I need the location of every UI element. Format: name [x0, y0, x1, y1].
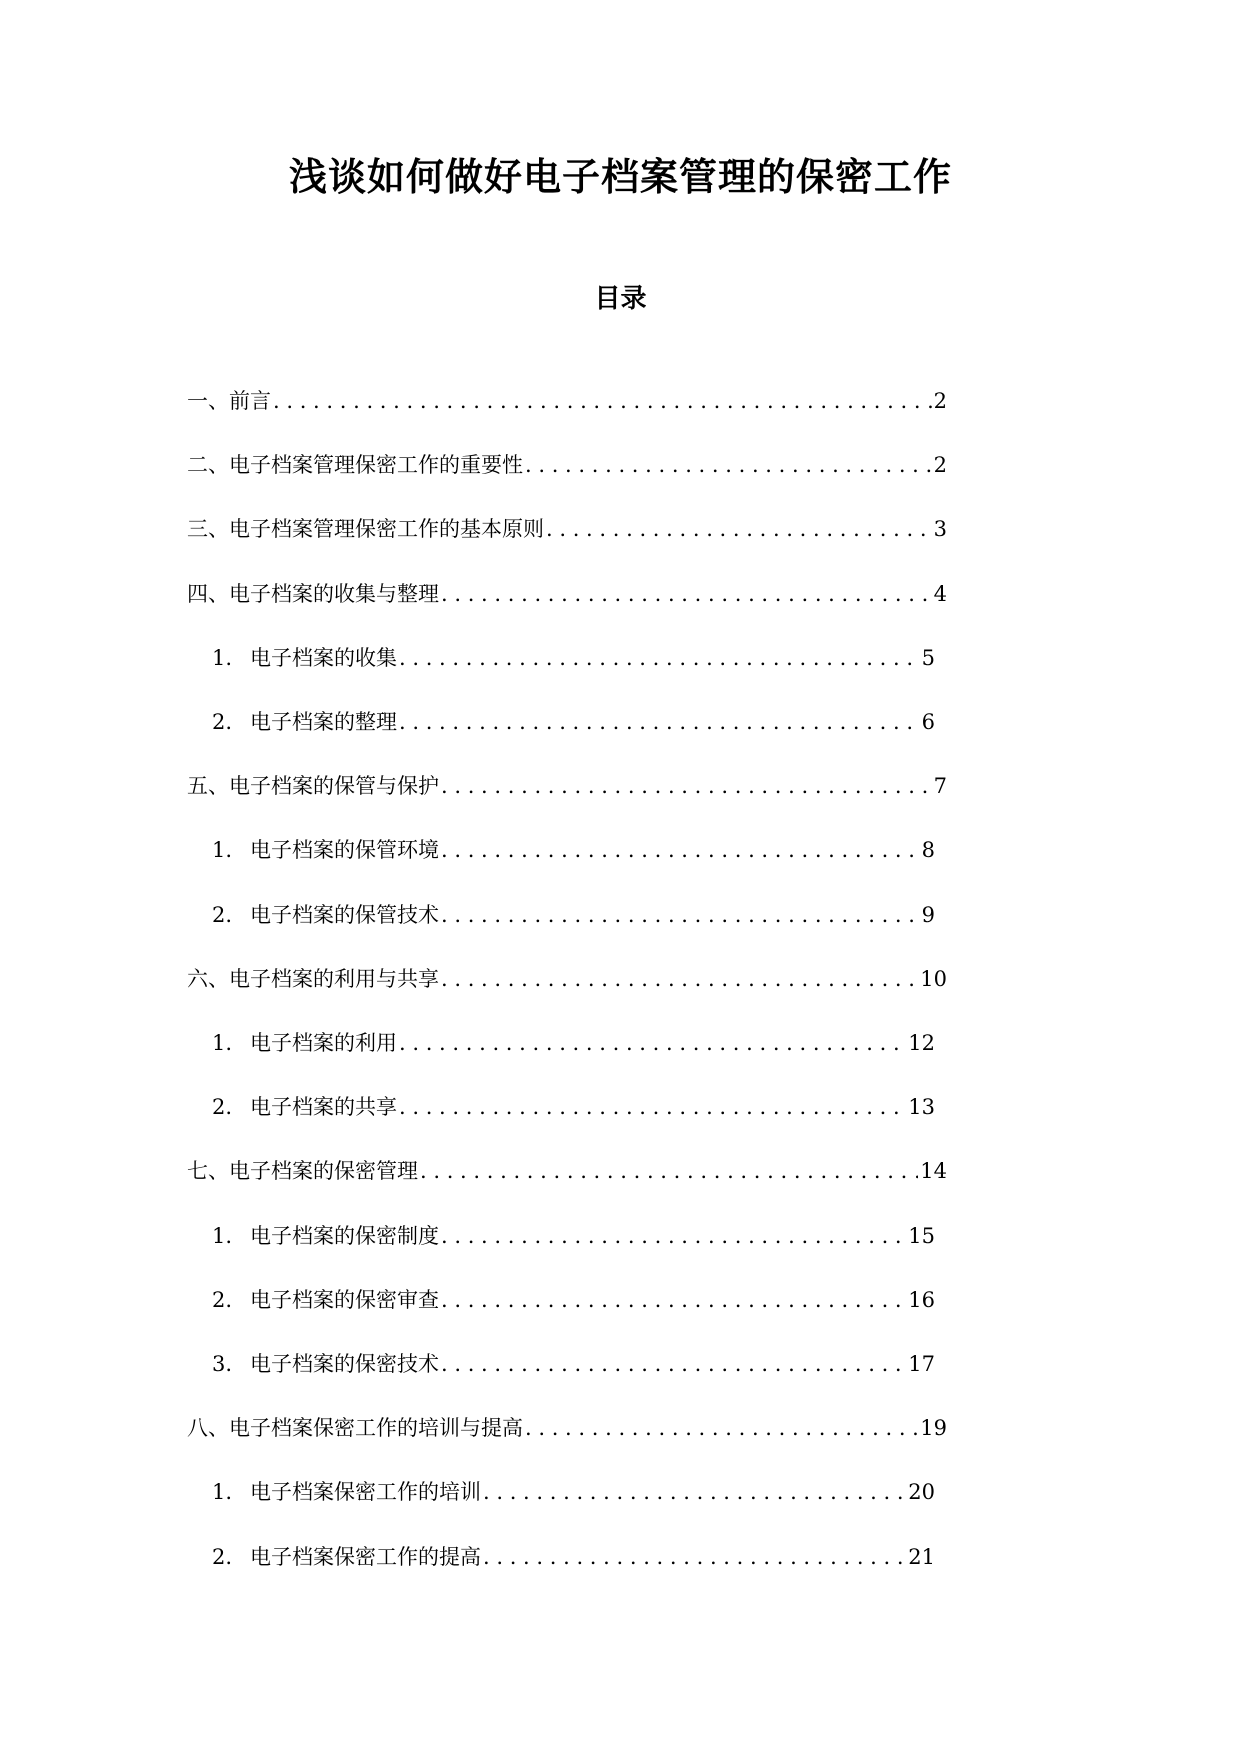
toc-entry[interactable]	[212, 638, 935, 678]
toc-dot-leader	[399, 1087, 906, 1127]
toc-entry[interactable]	[187, 1151, 947, 1191]
toc-entry-number: 2.	[212, 710, 233, 734]
toc-entry-label: 电子档案的保密审查	[250, 1287, 439, 1312]
toc-dot-leader	[483, 1472, 906, 1512]
toc-entry-number: 1.	[212, 645, 233, 670]
toc-entry-label: 七、电子档案的保密管理	[187, 1159, 418, 1184]
toc-entry[interactable]	[212, 1087, 935, 1127]
toc-entry-page-number: 8	[921, 838, 935, 863]
toc-dot-leader	[273, 381, 932, 421]
toc-dot-leader	[399, 1023, 906, 1063]
toc-entry[interactable]	[212, 1216, 935, 1256]
toc-entry-label: 电子档案的收集	[250, 645, 397, 670]
toc-entry[interactable]	[187, 1408, 947, 1448]
toc-entry-page-number: 20	[908, 1480, 935, 1505]
toc-entry[interactable]	[212, 895, 935, 935]
toc-entry-number: 2.	[212, 1095, 233, 1120]
document-title: 浅谈如何做好电子档案管理的保密工作	[288, 154, 952, 199]
toc-entry[interactable]	[187, 574, 947, 614]
toc-entry-page-number: 16	[908, 1287, 935, 1312]
toc-dot-leader	[441, 895, 920, 935]
toc-entry-page-number: 17	[908, 1352, 935, 1376]
toc-dot-leader	[441, 766, 932, 806]
toc-entry[interactable]	[212, 702, 935, 742]
toc-entry-page-number: 12	[908, 1031, 935, 1055]
toc-entry-page-number: 9	[921, 902, 935, 927]
toc-entry-page-number: 4	[933, 581, 947, 606]
toc-entry-number: 3.	[212, 1352, 233, 1376]
toc-dot-leader	[399, 702, 920, 742]
toc-entry-label: 电子档案的保管技术	[250, 902, 439, 927]
toc-dot-leader	[483, 1537, 906, 1577]
toc-entry[interactable]	[187, 959, 947, 999]
toc-entry-label: 电子档案的保密制度	[250, 1223, 439, 1248]
toc-entry[interactable]	[212, 1344, 935, 1384]
toc-entry-label: 三、电子档案管理保密工作的基本原则	[187, 517, 544, 542]
toc-entry-page-number: 3	[933, 517, 947, 542]
toc-entry-number: 1.	[212, 1031, 233, 1055]
toc-heading: 目录	[594, 284, 647, 314]
toc-entry[interactable]	[212, 1280, 935, 1320]
toc-entry-page-number: 14	[920, 1159, 947, 1184]
toc-entry-number: 2.	[212, 1287, 233, 1312]
toc-entry-label: 电子档案的整理	[250, 710, 397, 734]
toc-entry-label: 电子档案的利用	[250, 1031, 397, 1055]
toc-entry-label: 五、电子档案的保管与保护	[187, 774, 439, 799]
toc-dot-leader	[525, 1408, 918, 1448]
toc-entry-label: 电子档案的保密技术	[250, 1352, 439, 1376]
toc-entry-page-number: 6	[921, 710, 935, 734]
toc-entry[interactable]	[212, 1472, 935, 1512]
toc-dot-leader	[525, 445, 932, 485]
toc-entry-page-number: 13	[908, 1095, 935, 1120]
toc-dot-leader	[420, 1151, 918, 1191]
toc-entry-page-number: 7	[933, 774, 947, 799]
toc-entry[interactable]	[212, 1023, 935, 1063]
toc-entry-label: 一、前言	[187, 389, 271, 413]
toc-dot-leader	[399, 638, 920, 678]
toc-entry-label: 电子档案的保管环境	[250, 838, 439, 863]
toc-entry[interactable]	[187, 445, 947, 485]
toc-entry-label: 电子档案保密工作的提高	[250, 1544, 481, 1569]
toc-entry-label: 电子档案保密工作的培训	[250, 1480, 481, 1505]
toc-entry-label: 二、电子档案管理保密工作的重要性	[187, 453, 523, 478]
toc-entry[interactable]	[187, 509, 947, 549]
toc-dot-leader	[441, 1280, 906, 1320]
toc-dot-leader	[441, 1344, 906, 1384]
toc-entry-label: 四、电子档案的收集与整理	[187, 581, 439, 606]
toc-entry[interactable]	[212, 830, 935, 870]
toc-entry-label: 六、电子档案的利用与共享	[187, 966, 439, 991]
toc-entry[interactable]	[187, 766, 947, 806]
toc-entry-page-number: 2	[933, 389, 947, 413]
toc-dot-leader	[441, 574, 932, 614]
toc-entry[interactable]	[212, 1537, 935, 1577]
toc-entry-page-number: 15	[908, 1223, 935, 1248]
toc-entry-label: 电子档案的共享	[250, 1095, 397, 1120]
toc-entry-page-number: 21	[908, 1544, 935, 1569]
toc-entry-label: 八、电子档案保密工作的培训与提高	[187, 1416, 523, 1441]
toc-entry-number: 1.	[212, 838, 233, 863]
toc-entry-page-number: 5	[921, 645, 935, 670]
toc-entry-number: 2.	[212, 1544, 233, 1569]
toc-entry-number: 1.	[212, 1480, 233, 1505]
toc-dot-leader	[441, 1216, 906, 1256]
toc-entry[interactable]	[187, 381, 947, 421]
toc-entry-page-number: 2	[933, 453, 947, 478]
toc-dot-leader	[546, 509, 932, 549]
toc-entry-number: 2.	[212, 902, 233, 927]
toc-entry-page-number: 10	[920, 966, 947, 991]
toc-dot-leader	[441, 959, 918, 999]
toc-dot-leader	[441, 830, 920, 870]
toc-entry-page-number: 19	[920, 1416, 947, 1441]
toc-entry-number: 1.	[212, 1223, 233, 1248]
